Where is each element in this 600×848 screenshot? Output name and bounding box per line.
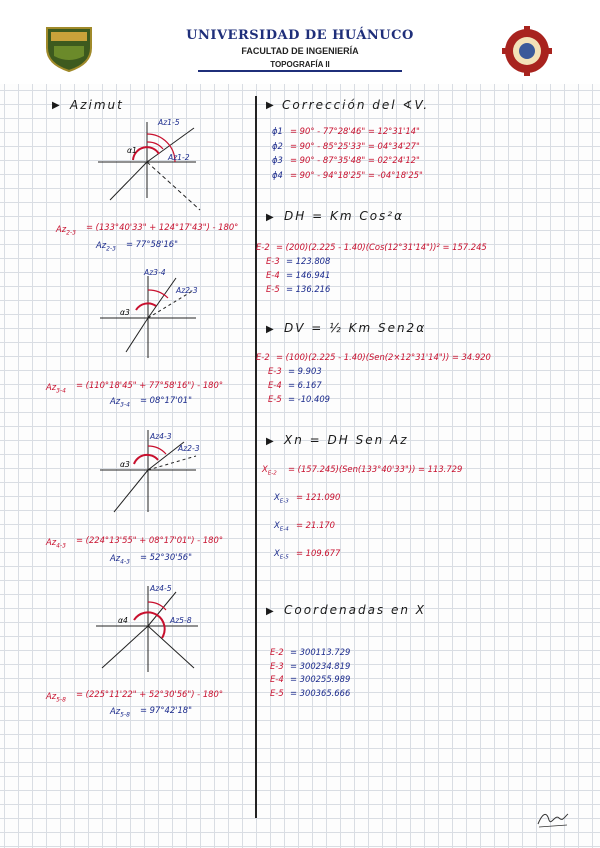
university-name: UNIVERSIDAD DE HUÁNUCO	[186, 28, 414, 43]
coord-row-2-value: = 300113.729	[290, 647, 351, 657]
dh-row-2-label: E-3	[266, 256, 280, 266]
bullet-icon: ▶	[52, 100, 60, 111]
dv-row-2-label: E-3	[268, 366, 282, 376]
header-underline	[198, 70, 402, 72]
xn-row1-expression: = (157.245)(Sen(133°40'33")) = 113.729	[288, 464, 463, 474]
dh-row-3-value: = 146.941	[286, 270, 331, 280]
xn-row1-label: $X_{E-2}$	[262, 464, 277, 477]
university-crest-logo	[44, 26, 94, 72]
dh-row-4-label: E-5	[266, 284, 280, 294]
corr-row-3-label: ϕ3	[272, 155, 283, 165]
eq1-expression: = (133°40'33" + 124°17'43") - 180°	[86, 222, 239, 232]
eq1-result: = 77°58'16"	[126, 239, 178, 249]
bullet-icon: ▶	[266, 606, 274, 617]
xn-row-2-value: = 121.090	[296, 492, 341, 502]
bullet-icon: ▶	[266, 324, 274, 335]
corr-row-4-label: ϕ4	[272, 169, 283, 180]
eq4-result-lhs: $Az_{5-8}$	[110, 706, 130, 719]
xn-row-3-value: = 21.170	[296, 520, 335, 530]
azimuth-diagram-4	[0, 580, 256, 690]
xn-title: Xn = DH Sen Az	[284, 433, 409, 447]
eq1-result-lhs: $Az_{2-3}$	[96, 240, 116, 253]
dv-row-3-label: E-4	[268, 380, 282, 390]
eq3-expression: = (224°13'55" + 08°17'01") - 180°	[76, 535, 224, 545]
azimuth-diagram-2	[0, 262, 256, 372]
coord-row-2-label: E-2	[270, 647, 284, 657]
diag3-az-label: Az4-3	[150, 432, 172, 441]
dv-row-4-label: E-5	[268, 394, 282, 404]
eq2-lhs: $Az_{3-4}$	[46, 382, 66, 395]
dv-row-4-value: = -10.409	[288, 394, 331, 404]
dh-row-2-value: = 123.808	[286, 256, 331, 266]
eq4-result: = 97°42'18"	[140, 705, 192, 715]
corr-row-1-value: = 90° - 77°28'46" = 12°31'14"	[290, 126, 420, 136]
eq1-lhs: $Az_{2-3}$	[56, 224, 76, 237]
eq3-result: = 52°30'56"	[140, 552, 192, 562]
dh-row1-label: E-2	[256, 242, 270, 252]
dv-row1-label: E-2	[256, 352, 270, 362]
coord-row-4-value: = 300255.989	[290, 674, 351, 684]
bullet-icon: ▶	[266, 212, 274, 223]
diag4-alpha-label: α4	[118, 616, 128, 625]
eq3-result-lhs: $Az_{4-3}$	[110, 553, 130, 566]
diag3-az2-label: Az2-3	[178, 444, 200, 453]
xn-row-4-value: = 109.677	[296, 548, 341, 558]
engineering-gear-logo	[502, 26, 552, 76]
coord-row-5-value: = 300365.666	[290, 687, 351, 698]
coord-row-5-label: E-5	[270, 687, 284, 698]
dh-row-4-value: = 136.216	[286, 284, 331, 294]
faculty-name: FACULTAD DE INGENIERÍA	[241, 46, 359, 56]
diag1-alpha-label: α1	[127, 146, 137, 155]
diag2-az2-label: Az2-3	[176, 286, 198, 295]
xn-row-2-label: $X_{E-3}$	[274, 492, 289, 505]
coord-row-3-value: = 300234.819	[290, 660, 351, 671]
xn-row-4-label: $X_{E-5}$	[274, 548, 289, 561]
diag4-az-label: Az4-5	[150, 584, 172, 593]
course-name: TOPOGRAFÍA II	[270, 60, 330, 69]
eq2-result: = 08°17'01"	[140, 395, 192, 405]
eq2-result-lhs: $Az_{3-4}$	[110, 396, 130, 409]
bullet-icon: ▶	[266, 436, 274, 447]
dh-title: DH = Km Cos²α	[284, 209, 405, 223]
dv-row1-expression: = (100)(2.225 - 1.40)(Sen(2×12°31'14")) = 34.920	[276, 352, 491, 362]
diag1-az-label: Az1-5	[158, 118, 180, 127]
eq4-expression: = (225°11'22" + 52°30'56") - 180°	[76, 689, 224, 699]
diag2-alpha-label: α3	[120, 308, 130, 317]
correction-title: Corrección del ∢V.	[282, 98, 430, 112]
dv-row-3-value: = 6.167	[288, 380, 322, 390]
corr-row-1-label: ϕ1	[272, 126, 283, 136]
bullet-icon: ▶	[266, 100, 274, 111]
diag1-az2-label: Az1-2	[168, 153, 190, 162]
dh-row1-expression: = (200)(2.225 - 1.40)(Cos(12°31'14"))² = 157.245	[276, 242, 487, 252]
corr-row-2-label: ϕ2	[272, 140, 283, 151]
diag3-alpha-label: α3	[120, 460, 130, 469]
dv-title: DV = ½ Km Sen2α	[284, 321, 427, 335]
diag2-az-label: Az3-4	[144, 268, 166, 277]
coord-row-3-label: E-3	[270, 660, 284, 671]
dv-row-2-value: = 9.903	[288, 366, 322, 376]
coord-row-4-label: E-4	[270, 674, 284, 684]
page-header	[0, 0, 600, 84]
xn-row-3-label: $X_{E-4}$	[274, 520, 289, 533]
diag4-az2-label: Az5-8	[170, 616, 192, 625]
coord-title: Coordenadas en X	[284, 603, 427, 617]
signature-mark	[535, 808, 571, 830]
dh-row-3-label: E-4	[266, 270, 280, 280]
eq4-lhs: $Az_{5-8}$	[46, 691, 66, 704]
corr-row-2-value: = 90° - 85°25'33" = 04°34'27"	[290, 140, 420, 151]
azimuth-diagram-3	[0, 420, 256, 530]
eq3-lhs: $Az_{4-3}$	[46, 537, 66, 550]
azimut-title: Azimut	[70, 98, 124, 112]
eq2-expression: = (110°18'45" + 77°58'16") - 180°	[76, 380, 224, 390]
corr-row-4-value: = 90° - 94°18'25" = -04°18'25"	[290, 169, 423, 180]
corr-row-3-value: = 90° - 87°35'48" = 02°24'12"	[290, 155, 420, 165]
